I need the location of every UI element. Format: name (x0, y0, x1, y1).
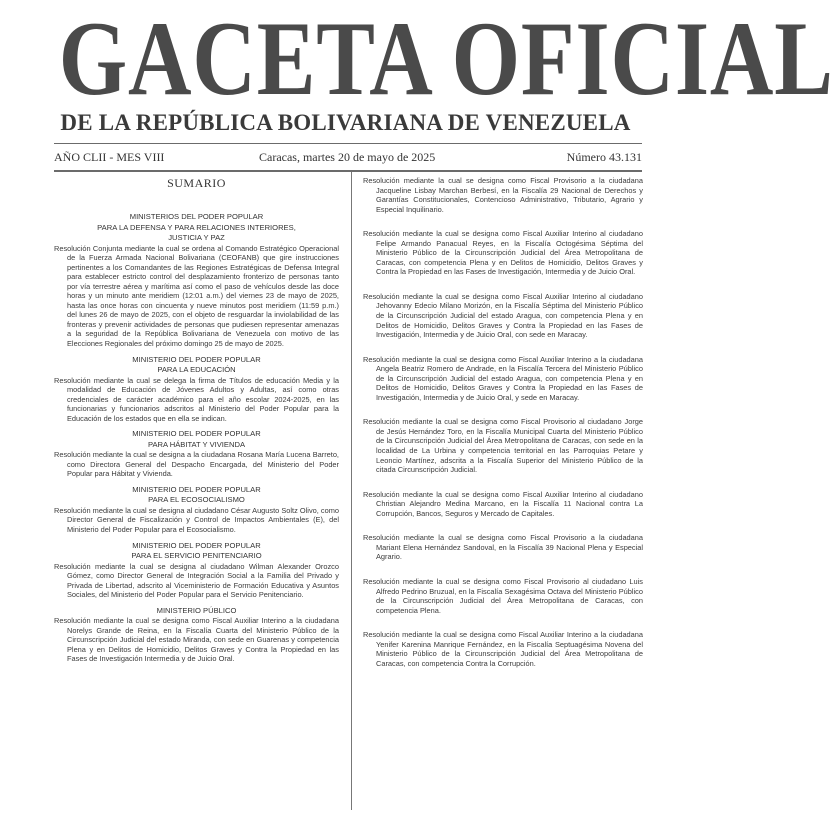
sumario-entry: Resolución mediante la cual se designa como Fiscal Auxiliar Interino a la ciudadana Angela Beatriz Romero de Andrade, en la Fiscalía Tercera del Ministerio Público de la Circunscripción Judicial del estado Aragua, con competencia Plena y en Delitos de Homicidio, Delitos Graves y Contra la Propiedad en las Fases de Investigación, Intermedia y de Juicio Oral, y sede en Maracay. (363, 354, 643, 402)
sumario-entry: Resolución mediante la cual se designa como Fiscal Provisorio al ciudadano Luis Alfredo Pedrino Bruzual, en la Fiscalía Sexagésima Octava del Ministerio Público de la Circunscripción Judicial del Área Metropolitana de Caracas, con competencia Plena. (363, 576, 643, 615)
sumario-entry: Resolución mediante la cual se designa como Fiscal Auxiliar Interino a la ciudadana Norelys Grande de Reina, en la Fiscalía Cuarta del Ministerio Público de la Circunscripción Judicial del estado Miranda, con sede en Guarenas y competencia Plena y en Delitos de Homicidio, Delitos Graves y Contra la Propiedad en las Fases de Investigación Intermedia y de Juicio Oral. (54, 616, 339, 664)
sumario-entry: Resolución mediante la cual se designa como Fiscal Auxiliar Interino al ciudadano Felipe Armando Panacual Reyes, en la Fiscalía Octogésima Séptima del Ministerio Público de la Circunscripción Judicial del Área Metropolitana de Caracas, con competencia Plena y en Delitos de Homicidio, Delitos Graves y Contra la Propiedad en las Fases de Investigación, Intermedia y de Juicio Oral. (363, 229, 643, 277)
sumario-entry: Resolución Conjunta mediante la cual se ordena al Comando Estratégico Operacional de la Fuerza Armada Nacional Bolivariana (CEOFANB) que gire instrucciones pertinentes a los Comandantes de las Regiones Estratégicas de Defensa Integral para establecer estricto control del desplazamiento fronterizo de personas tanto por vía terrestre aérea y marítima así como el paso de vehículos desde las doce horas y un minuto ante meridiem (12:01 a.m.) del viernes 23 de mayo de 2025, hasta las once horas con cincuenta y nueve minutos post meridiem (11:59 p.m.) del lunes 26 de mayo de 2025, con el objeto de resguardar la inviolabilidad de las fronteras y prevenir actividades de personas que pudiesen representar amenazas a la seguridad de la República Bolivariana de Venezuela con motivo de las Elecciones Regionales del próximo domingo 25 de mayo de 2025. (54, 243, 339, 348)
left-column (54, 176, 339, 669)
sumario-heading: SUMARIO (167, 176, 226, 190)
sumario-entry: Resolución mediante la cual se designa como Fiscal Auxiliar Interino al ciudadano Jehovanny Edecio Milano Morizón, en la Fiscalía Séptima del Ministerio Público de la Circunscripción Judicial del estado Aragua, con competencia Plena y en Delitos de Homicidio, Delitos Graves y Contra la Propiedad en las Fases de Investigación, Intermedia y de Juicio Oral, con sede en Maracay. (363, 291, 643, 340)
sumario-entry: Resolución mediante la cual se designa a la ciudadana Rosana María Lucena Barreto, como Directora General del Despacho Encargada, del Ministerio del Poder Popular para Hábitat y Vivienda. (54, 450, 339, 479)
header-rule-top (54, 143, 642, 144)
issue-year-month: AÑO CLII - MES VIII (54, 150, 165, 164)
section-heading: MINISTERIO DEL PODER POPULAR PARA LA EDUCACIÓN (132, 354, 261, 375)
sumario-entry: Resolución mediante la cual se designa como Fiscal Auxiliar Interino al ciudadano Christian Alejandro Medina Marcano, en la Fiscalía 11 Nacional contra La Corrupción, Bancos, Seguros y Mercado de Capitales. (363, 489, 643, 518)
column-divider (351, 172, 352, 810)
sumario-entry: Resolución mediante la cual se designa como Fiscal Provisorio a la ciudadana Mariant Elena Hernández Sandoval, en la Fiscalía 39 Nacional Plena y Especial Agrario. (363, 533, 643, 562)
sumario-entry: Resolución mediante la cual se designa como Fiscal Auxiliar Interino a la ciudadana Yenifer Karenina Manrique Fernández, en la Fiscalía Septuagésima Novena del Ministerio Público de la Circunscripción Judicial del Área Metropolitana de Caracas, con competencia Contra la Corrupción. (363, 630, 643, 668)
right-column (363, 176, 643, 683)
issue-number: Número 43.131 (566, 150, 642, 164)
sumario-entry: Resolución mediante la cual se designa como Fiscal Provisorio al ciudadano Jorge de Jesús Hernández Toro, en la Fiscalía Municipal Cuarta del Ministerio Público de la Circunscripción Judicial del Área Metropolitana de Caracas, con sede en la localidad de La Urbina y competencia territorial en las Parroquias Petare y Leoncio Martínez, adscrita a la Fiscalía Superior del Ministerio Público de la citada Circunscripción Judicial. (363, 417, 643, 475)
issue-place-date: Caracas, martes 20 de mayo de 2025 (259, 150, 436, 164)
sumario-entry: Resolución mediante la cual se designa como Fiscal Provisorio a la ciudadana Jacqueline Lisbay Marchan Berbesí, en la Fiscalía 29 Nacional de Derechos y Garantías Constitucionales, Contencioso Administrativo, Tributario, Agrario y Especial Inquilinario. (363, 176, 643, 214)
header-rule-bottom (54, 170, 642, 172)
section-heading: MINISTERIOS DEL PODER POPULAR PARA LA DEFENSA Y PARA RELACIONES INTERIORES, JUSTICIA Y PAZ (97, 212, 296, 242)
sumario-entry: Resolución mediante la cual se delega la firma de Títulos de educación Media y la modalidad de Educación de Jóvenes Adultos y Adultas, así como otras credenciales de carácter académico para el año escolar 2024-2025, en las funcionarias y funcionarios adscritos al Ministerio del Poder Popular para la Educación de los estados que en ella se indican. (54, 375, 339, 423)
section-heading: MINISTERIO DEL PODER POPULAR PARA HÁBITAT Y VIVIENDA (132, 429, 261, 449)
left-sections (54, 212, 339, 664)
issue-info-row (54, 148, 642, 168)
section-heading: MINISTERIO PÚBLICO (156, 605, 237, 615)
masthead-subtitle: DE LA REPÚBLICA BOLIVARIANA DE VENEZUELA (60, 110, 631, 135)
section-heading: MINISTERIO DEL PODER POPULAR PARA EL ECOSOCIALISMO (132, 484, 261, 505)
right-entries (363, 176, 643, 668)
sumario-entry: Resolución mediante la cual se designa al ciudadano César Augusto Soltz Olivo, como Director General de Fiscalización y Control de Impactos Ambientales (E), del Ministerio del Poder Popular para el Ecosocialismo. (54, 505, 339, 534)
masthead-title: GACETA OFICIAL (58, 0, 834, 117)
section-heading: MINISTERIO DEL PODER POPULAR PARA EL SERVICIO PENITENCIARIO (131, 540, 262, 561)
sumario-entry: Resolución mediante la cual se designa al ciudadano Wilman Alexander Orozco Gómez, como Director General de Integración Social a la Familia del Privado y Privada de Libertad, adscrito al Viceministerio de Formación Educativa y Asuntos Sociales, del Ministerio del Poder Popular para el Servicio Penitenciario. (54, 561, 339, 600)
